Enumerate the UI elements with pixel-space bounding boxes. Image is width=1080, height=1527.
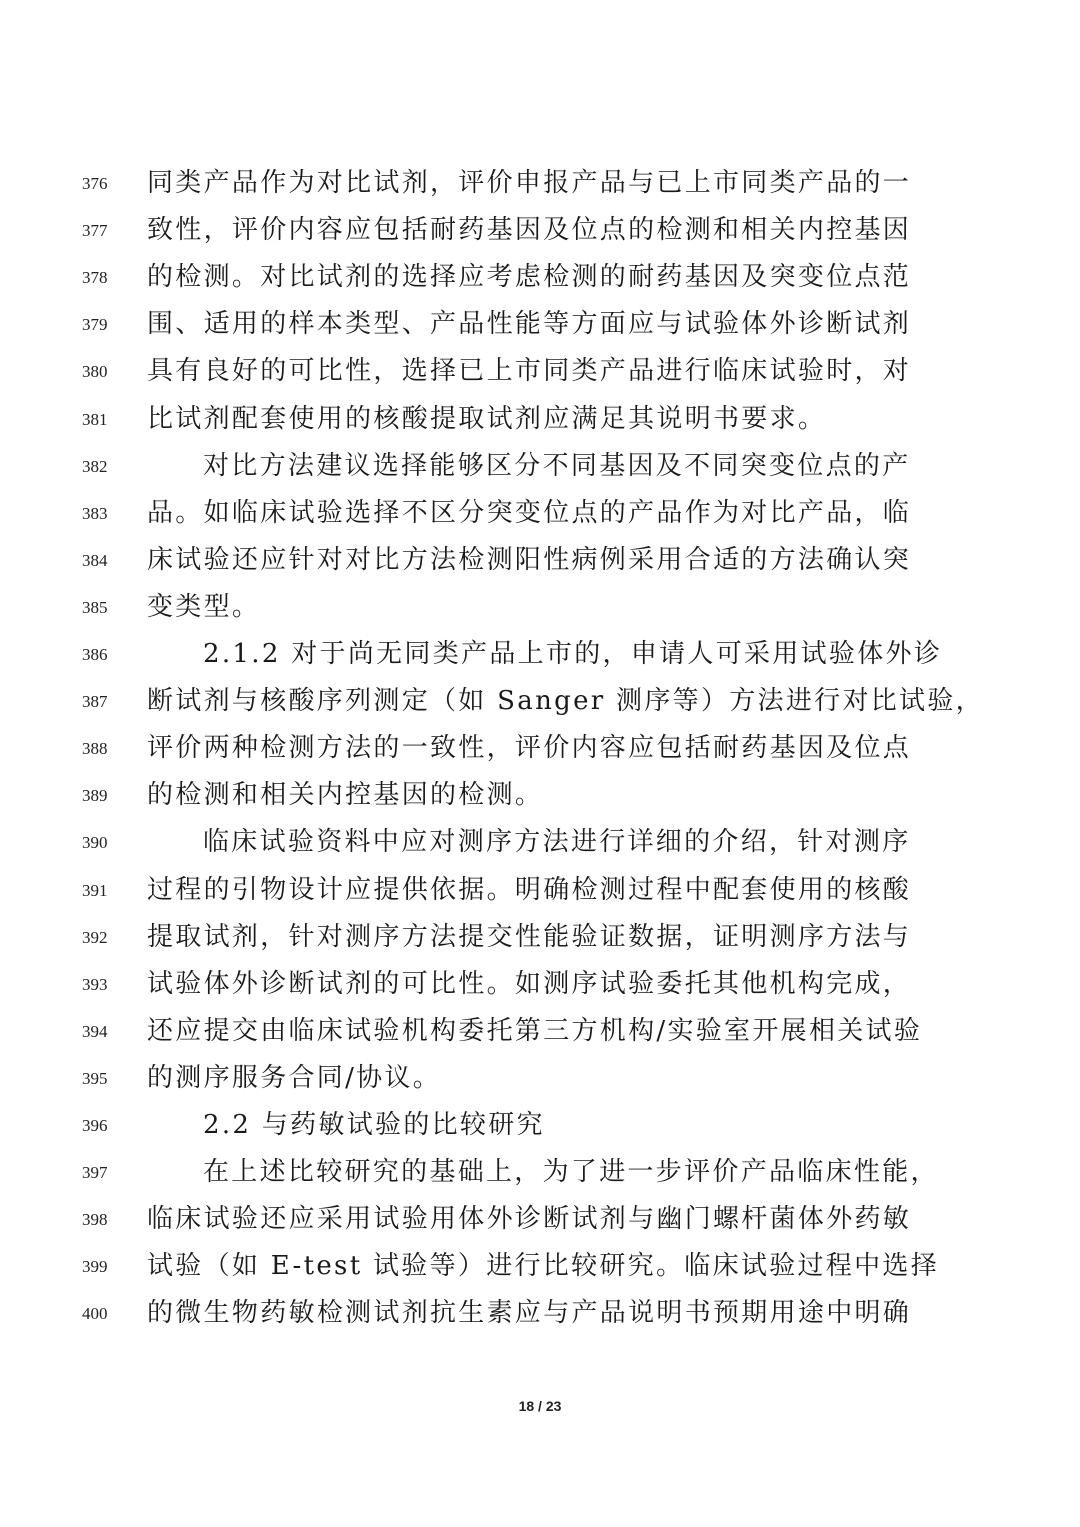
text-line bbox=[0, 537, 1080, 584]
line-number: 383 bbox=[82, 503, 108, 523]
line-text: 比试剂配套使用的核酸提取试剂应满足其说明书要求。 bbox=[147, 403, 827, 434]
text-line bbox=[0, 443, 1080, 490]
text-line bbox=[0, 396, 1080, 443]
text-line bbox=[0, 1243, 1080, 1290]
line-number: 392 bbox=[82, 927, 108, 947]
line-text: 品。如临床试验选择不区分突变位点的产品作为对比产品，临 bbox=[147, 497, 912, 528]
line-text: 2.1.2 对于尚无同类产品上市的，申请人可采用试验体外诊 bbox=[203, 639, 943, 669]
line-number: 399 bbox=[82, 1257, 108, 1277]
line-text: 的微生物药敏检测试剂抗生素应与产品说明书预期用途中明确 bbox=[147, 1298, 912, 1329]
line-number: 396 bbox=[82, 1116, 108, 1135]
line-number: 391 bbox=[82, 880, 108, 900]
line-text: 的检测和相关内控基因的检测。 bbox=[147, 780, 544, 811]
line-text: 同类产品作为对比试剂，评价申报产品与已上市同类产品的一 bbox=[147, 168, 912, 198]
text-line bbox=[0, 1149, 1080, 1196]
text-line bbox=[0, 678, 1080, 725]
line-number: 393 bbox=[82, 974, 108, 994]
line-number: 377 bbox=[82, 221, 108, 241]
text-line bbox=[0, 160, 1080, 207]
line-text: 过程的引物设计应提供依据。明确检测过程中配套使用的核酸 bbox=[147, 874, 912, 905]
text-line bbox=[0, 819, 1080, 866]
page-number: 18 / 23 bbox=[518, 1398, 562, 1414]
text-line bbox=[0, 1196, 1080, 1243]
line-text: 临床试验还应采用试验用体外诊断试剂与幽门螺杆菌体外药敏 bbox=[147, 1204, 912, 1235]
line-text: 的检测。对比试剂的选择应考虑检测的耐药基因及突变位点范 bbox=[147, 262, 912, 293]
text-line bbox=[0, 584, 1080, 631]
text-line bbox=[0, 1008, 1080, 1055]
line-number: 397 bbox=[82, 1163, 108, 1183]
line-number: 385 bbox=[82, 597, 108, 617]
line-text: 床试验还应针对对比方法检测阳性病例采用合适的方法确认突 bbox=[147, 544, 912, 575]
line-number: 382 bbox=[82, 456, 108, 476]
line-text: 变类型。 bbox=[147, 591, 261, 622]
line-number: 390 bbox=[82, 833, 108, 853]
text-line bbox=[0, 1055, 1080, 1102]
line-text: 评价两种检测方法的一致性，评价内容应包括耐药基因及位点 bbox=[147, 733, 912, 764]
line-text: 2.2 与药敏试验的比较研究 bbox=[203, 1110, 545, 1140]
line-number: 384 bbox=[82, 550, 108, 570]
text-line bbox=[0, 348, 1080, 395]
text-line bbox=[0, 490, 1080, 537]
text-line bbox=[0, 914, 1080, 961]
text-line bbox=[0, 961, 1080, 1008]
line-text: 围、适用的样本类型、产品性能等方面应与试验体外诊断试剂 bbox=[147, 309, 912, 340]
line-number: 388 bbox=[82, 739, 108, 759]
line-number: 387 bbox=[82, 692, 108, 712]
line-number: 379 bbox=[82, 315, 108, 335]
text-line bbox=[0, 301, 1080, 348]
line-number: 386 bbox=[82, 645, 108, 664]
text-line bbox=[0, 207, 1080, 254]
line-number: 378 bbox=[82, 268, 108, 288]
line-text: 试验（如 E-test 试验等）进行比较研究。临床试验过程中选择 bbox=[147, 1251, 940, 1282]
text-line bbox=[0, 772, 1080, 819]
line-number: 376 bbox=[82, 174, 108, 193]
line-text: 断试剂与核酸序列测定（如 Sanger 测序等）方法进行对比试验， bbox=[147, 686, 984, 717]
line-number: 380 bbox=[82, 362, 108, 382]
line-text: 的测序服务合同/协议。 bbox=[147, 1062, 442, 1093]
line-text: 临床试验资料中应对测序方法进行详细的介绍，针对测序 bbox=[203, 827, 911, 858]
text-line bbox=[0, 254, 1080, 301]
line-text: 具有良好的可比性，选择已上市同类产品进行临床试验时，对 bbox=[147, 356, 912, 387]
line-text: 在上述比较研究的基础上，为了进一步评价产品临床性能， bbox=[203, 1157, 939, 1188]
line-number: 400 bbox=[82, 1304, 108, 1324]
text-line bbox=[0, 867, 1080, 914]
text-line bbox=[0, 1102, 1080, 1149]
line-number: 398 bbox=[82, 1210, 108, 1230]
line-number: 394 bbox=[82, 1021, 108, 1041]
line-text: 还应提交由临床试验机构委托第三方机构/实验室开展相关试验 bbox=[147, 1015, 923, 1046]
line-number: 389 bbox=[82, 786, 108, 806]
line-text: 对比方法建议选择能够区分不同基因及不同突变位点的产 bbox=[203, 450, 911, 481]
text-line bbox=[0, 1290, 1080, 1337]
line-text: 试验体外诊断试剂的可比性。如测序试验委托其他机构完成， bbox=[147, 968, 912, 999]
line-text: 提取试剂，针对测序方法提交性能验证数据，证明测序方法与 bbox=[147, 921, 912, 952]
line-number: 381 bbox=[82, 409, 108, 429]
line-text: 致性，评价内容应包括耐药基因及位点的检测和相关内控基因 bbox=[147, 215, 912, 246]
text-line bbox=[0, 631, 1080, 678]
text-line bbox=[0, 725, 1080, 772]
line-number: 395 bbox=[82, 1068, 108, 1088]
